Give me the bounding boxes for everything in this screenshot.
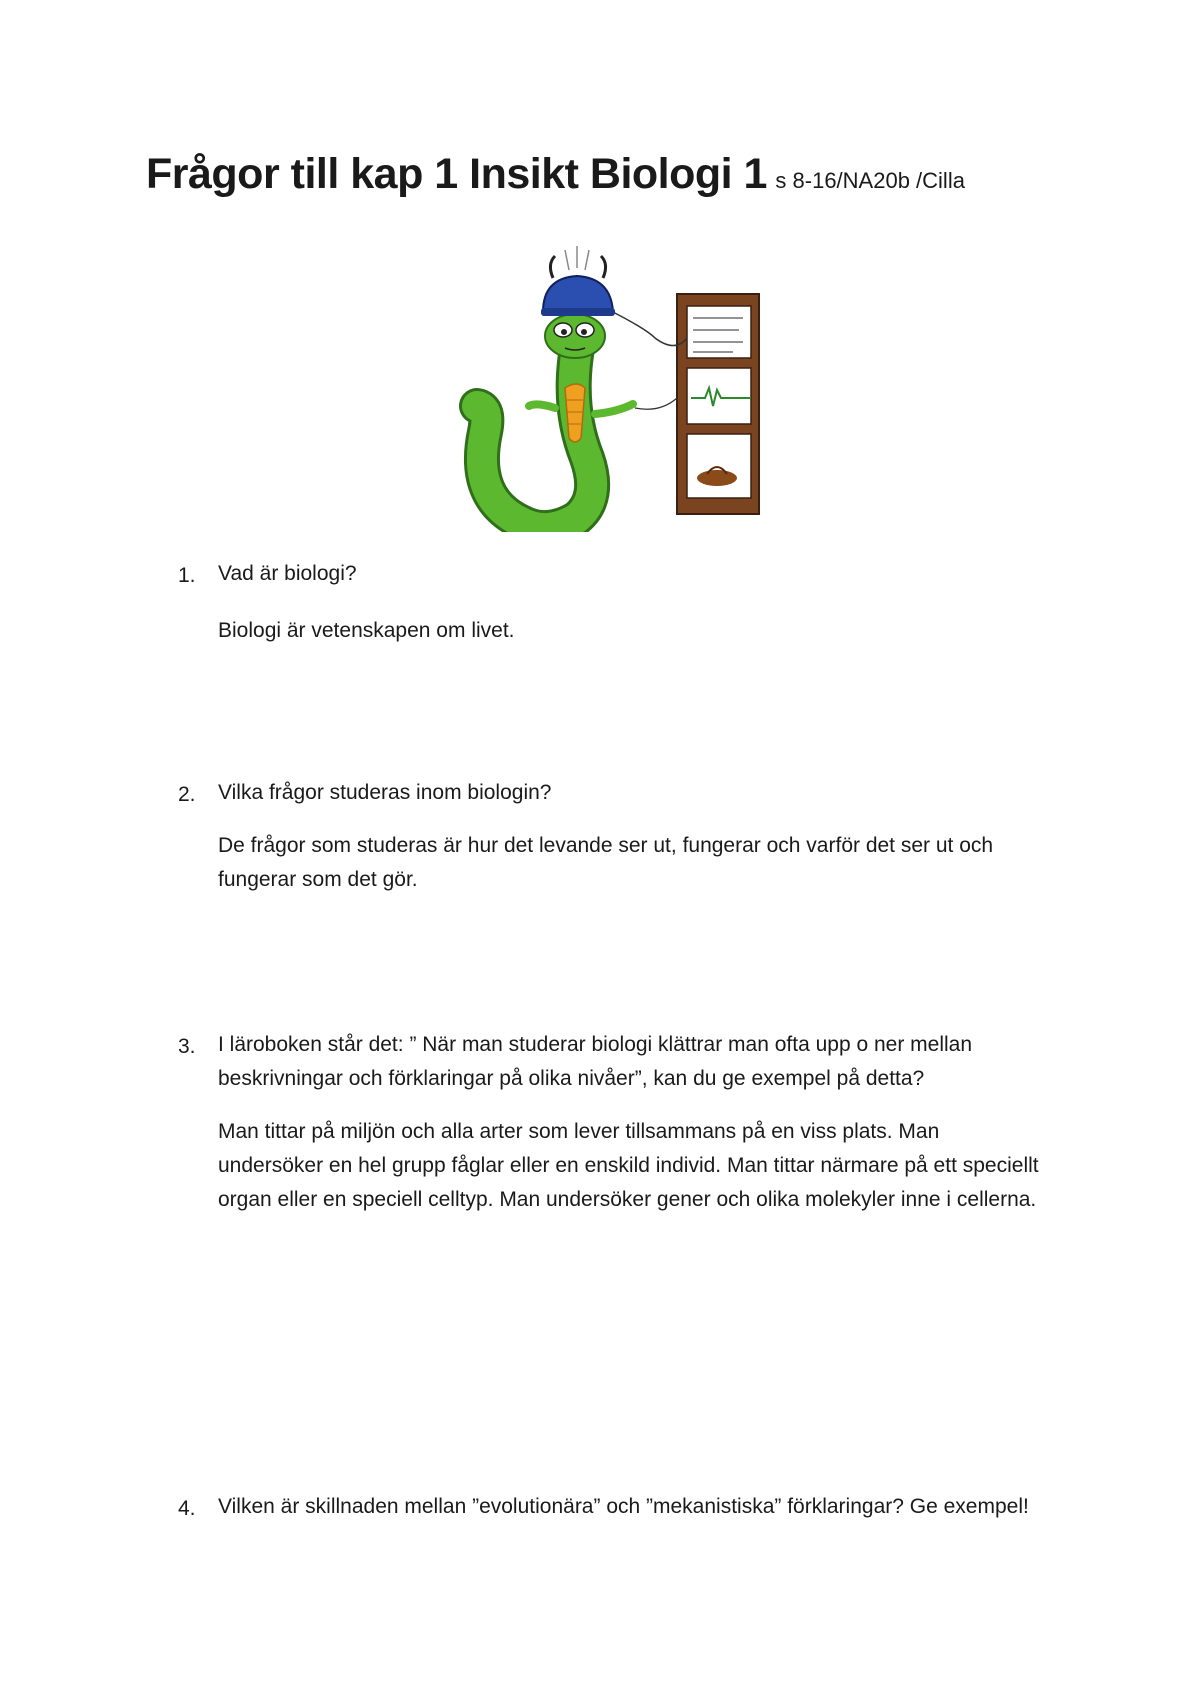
question-text: Vad är biologi?	[218, 562, 357, 585]
question-number: 1.	[178, 564, 196, 587]
question-text: I läroboken står det: ” När man studerar biologi klättrar man ofta upp o ner mellan beskrivningar och förklaringar på olika nivåer”, kan du ge exempel på detta?	[218, 1033, 973, 1090]
answer-text: Man tittar på miljön och alla arter som lever tillsammans på en viss plats. Man undersöker en hel grupp fåglar eller en enskild individ. Man tittar närmare på ett speciellt organ eller en speciell celltyp. Man undersöker gener och olika molekyler inne i cellerna.	[218, 1120, 1039, 1211]
answer-text: De frågor som studeras är hur det levande ser ut, fungerar och varför det ser ut och fungerar som det gör.	[218, 834, 994, 891]
question-text: Vilka frågor studeras inom biologin?	[218, 781, 552, 804]
worm-icon	[477, 314, 633, 528]
document-title	[146, 150, 965, 199]
title-main: Frågor till kap 1 Insikt Biologi 1	[146, 150, 767, 198]
helmet-icon	[541, 246, 615, 316]
question-number: 3.	[178, 1035, 196, 1058]
question-number: 2.	[178, 783, 196, 806]
question-number: 4.	[178, 1497, 196, 1520]
worm-scientist-illustration	[445, 238, 765, 532]
title-suffix: s 8-16/NA20b /Cilla	[775, 168, 965, 193]
cabinet-icon	[677, 294, 759, 514]
question-text: Vilken är skillnaden mellan ”evolutionära” och ”mekanistiska” förklaringar? Ge exempel!	[218, 1495, 1029, 1518]
answer-text: Biologi är vetenskapen om livet.	[218, 619, 515, 642]
